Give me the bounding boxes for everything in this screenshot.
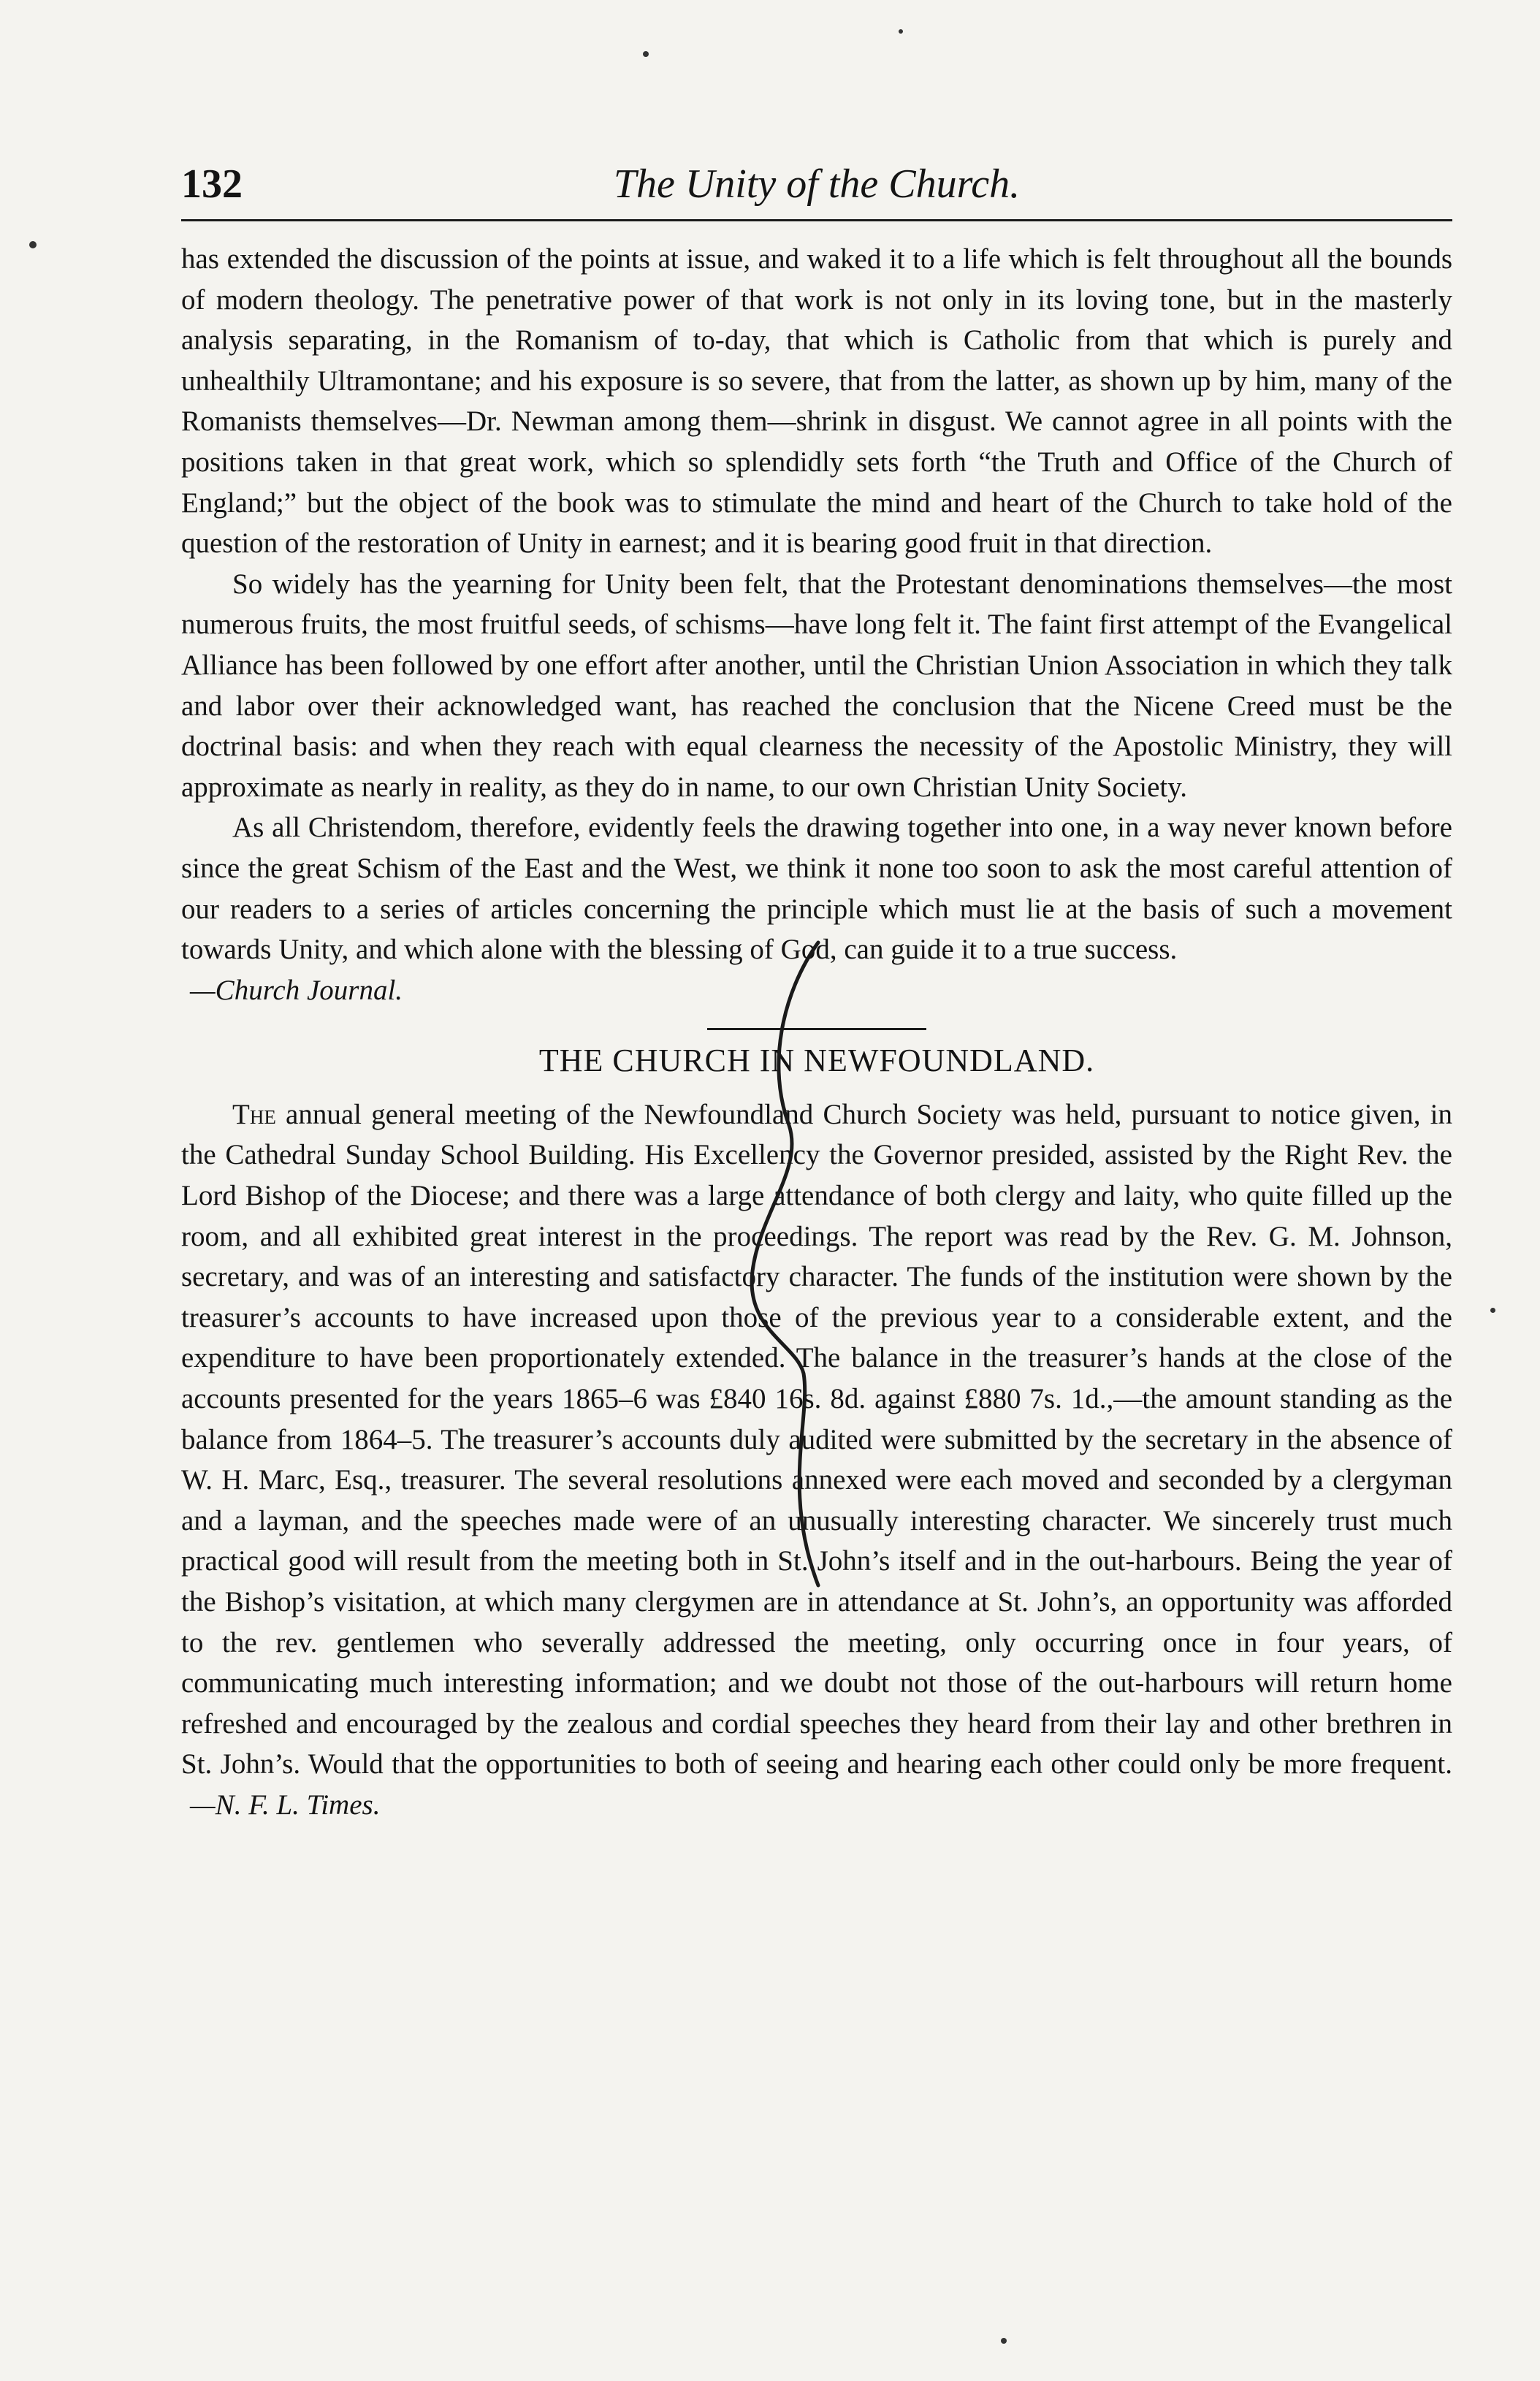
article-unity [181,239,1452,1826]
running-head [181,146,1452,221]
scan-speck [1490,1308,1495,1313]
heading-newfoundland: THE CHURCH IN NEWFOUNDLAND. [538,1043,1095,1079]
page [181,146,1452,1826]
paragraph-newfoundland [181,1094,1452,1826]
signature-nfl-times: —N. F. L. Times. [190,1788,381,1821]
section-divider [707,1028,926,1030]
paragraph-1: has extended the discussion of the points at issue, and waked it to a life which is felt throughout all the bounds of modern theology. The penetrative power of that work is not only in its loving tone, but in the masterly analysis separating, in the Romanism of to-day, that which is Catholic from that which is purely and unhealthily Ultramontane; and his exposure is so severe, that from the latter, as shown up by him, many of the Romanists themselves—Dr. Newman among them—shrink in disgust. We cannot agree in all points with the positions taken in that great work, which so splendidly sets forth “the Truth and Office of the Church of England;” but the object of the book was to stimulate the mind and heart of the Church to take hold of the question of the restoration of Unity in earnest; and it is bearing good fruit in that direction. [181,243,1452,560]
running-title: The Unity of the Church. [613,161,1021,207]
page-number: 132 [181,161,243,207]
scan-speck [1001,2338,1007,2344]
scan-speck [643,51,649,57]
scan-speck [899,29,903,34]
signature-church-journal: —Church Journal. [190,974,403,1006]
paragraph-3: As all Christendom, therefore, evidently feels the drawing together into one, in a way never known before since the great Schism of the East and the West, we think it none too soon to ask the most careful attention of our readers to a series of articles concerning the principle which must lie at the basis of such a movement towards Unity, and which alone with the blessing of God, can guide it to a true success. [181,812,1452,966]
paragraph-newfoundland-text: annual general meeting of the Newfoundland Church Society was held, pursuant to notice given, in the Cathedral Sunday School Building. His Excellency the Governor presided, assisted by the Right Rev. the Lord Bishop of the Diocese; and there was a large attendance of both clergy and laity, who quite filled up the room, and all exhibited great interest in the proceedings. The report was read by the Rev. G. M. Johnson, secretary, and was of an interesting and satisfactory character. The funds of the institution were shown by the treasurer’s accounts to have increased upon those of the previous year to a considerable extent, and the expenditure to have been proportionately extended. The balance in the treasurer’s hands at the close of the accounts presented for the years 1865–6 was £840 16s. 8d. against £880 7s. 1d.,—the amount standing as the balance from 1864–5. The treasurer’s accounts duly audited were submitted by the secretary in the absence of W. H. Marc, Esq., treasurer. The several resolutions annexed were each moved and seconded by a clergyman and a layman, and the speeches made were of an unusually interesting character. We sincerely trust much practical good will result from the meeting both in St. John’s itself and in the out-harbours. Being the year of the Bishop’s visitation, at which many clergymen are in attendance at St. John’s, an opportunity was afforded to the rev. gentlemen who severally addressed the meeting, only occurring once in four years, of communicating much interesting information; and we doubt not those of the out-harbours will return home refreshed and encouraged by the zealous and cordial speeches they heard from their lay and other brethren in St. John’s. Would that the opportunities to both of seeing and hearing each other could only be more frequent. [181,1098,1453,1780]
first-word: The [232,1098,276,1130]
paragraph-2: So widely has the yearning for Unity been felt, that the Protestant denominations themselves—the most numerous fruits, the most fruitful seeds, of schisms—have long felt it. The faint first attempt of the Evangelical Alliance has been followed by one effort after another, until the Christian Union Association in which they talk and labor over their acknowledged want, has reached the conclusion that the Nicene Creed must be the doctrinal basis: and when they reach with equal clearness the necessity of the Apostolic Ministry, they will approximate as nearly in reality, as they do in name, to our own Christian Unity Society. [181,568,1452,803]
scan-speck [29,241,37,248]
